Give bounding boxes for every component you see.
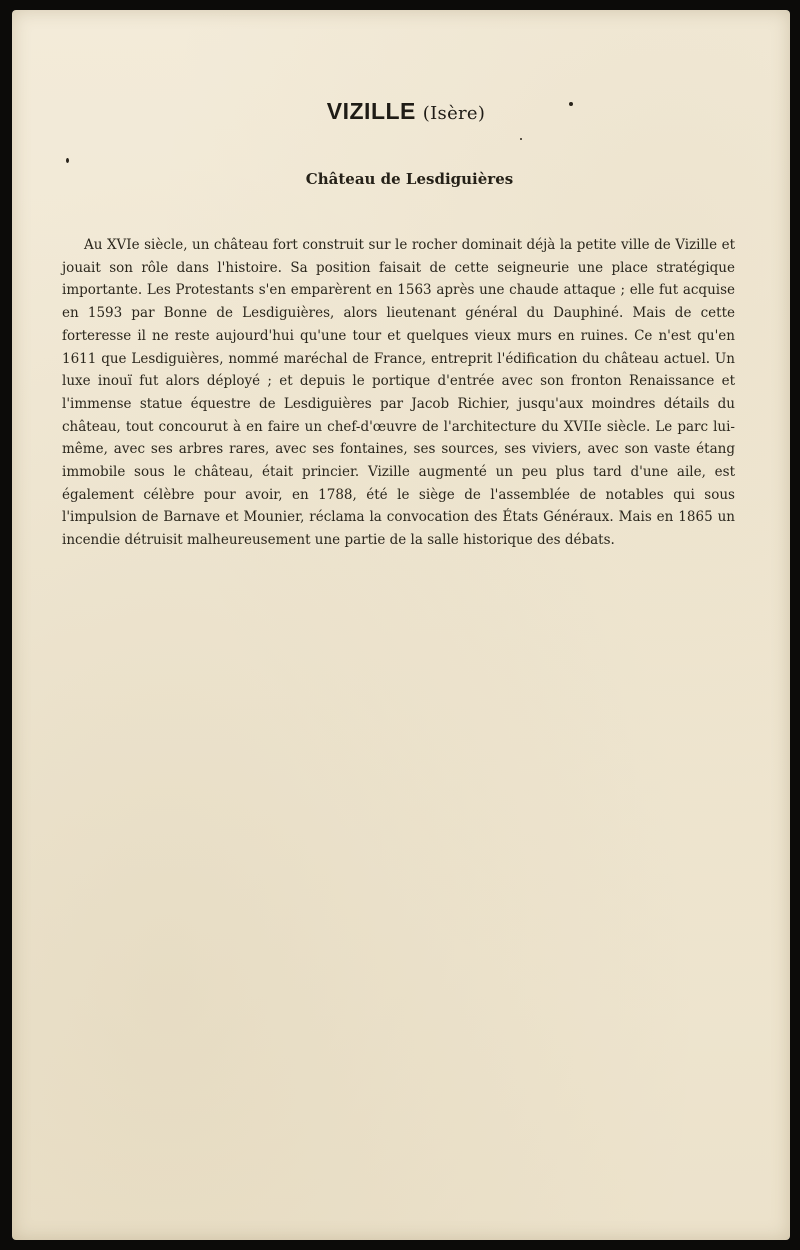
postcard-back — [12, 10, 790, 1240]
ink-speck — [66, 158, 69, 163]
ink-speck — [569, 102, 573, 106]
page-title — [12, 98, 800, 125]
body-paragraph: Au XVIe siècle, un château fort construit sur le rocher dominait déjà la petite ville de Vizille et jouait son rôle dans l'histoire. Sa position faisait de cette seigneurie une place stratégique importante. Les Protestants s'en emparèrent en 1563 après une chaude attaque ; elle fut acquise en 1593 par Bonne de Lesdiguières, alors lieutenant général du Dauphiné. Mais de cette forteresse il ne reste aujourd'hui qu'une tour et quelques vieux murs en ruines. Ce n'est qu'en 1611 que Lesdiguières, nommé maréchal de France, entreprit l'édification du château actuel. Un luxe inouï fut alors déployé ; et depuis le portique d'entrée avec son fronton Renaissance et l'immense statue équestre de Lesdiguières par Jacob Richier, jusqu'aux moindres détails du château, tout concourut à en faire un chef-d'œuvre de l'architecture du XVIIe siècle. Le parc lui-même, avec ses arbres rares, avec ses fontaines, ses sources, ses viviers, avec son vaste étang immobile sous le château, était princier. Vizille augmenté un peu plus tard d'une aile, est également célèbre pour avoir, en 1788, été le siège de l'assemblée de notables qui sous l'impulsion de Barnave et Mounier, réclama la convocation des États Généraux. Mais en 1865 un incendie détruisit malheureusement une partie de la salle historique des débats. — [62, 237, 735, 549]
title-department: (Isère) — [422, 103, 486, 124]
ink-speck — [520, 138, 522, 140]
title-town: VIZILLE — [326, 98, 416, 124]
page-subtitle: Château de Lesdiguières — [305, 170, 514, 188]
